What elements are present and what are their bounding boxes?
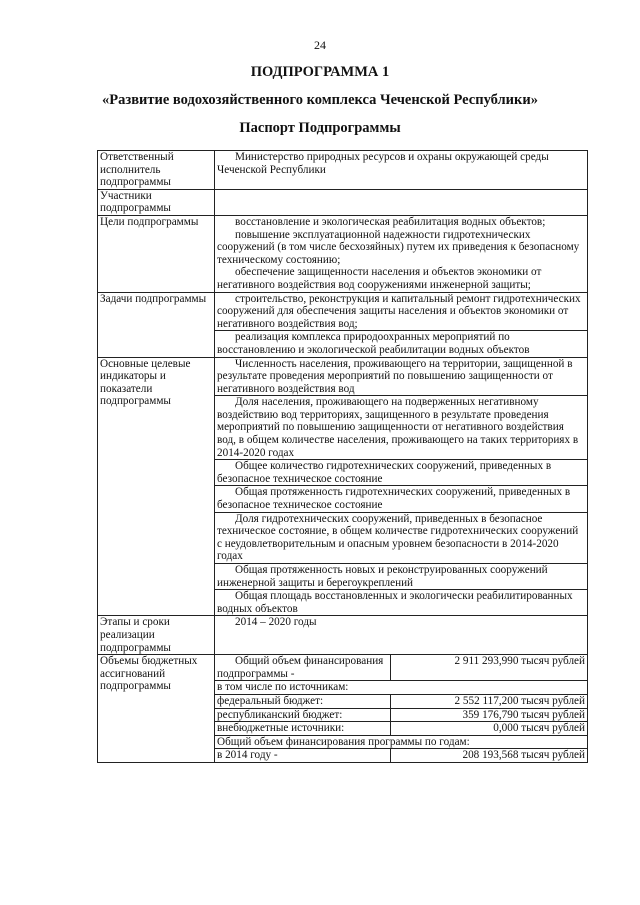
label-responsible: Ответственный исполнитель подпрограммы	[98, 151, 215, 190]
task-item: строительство, реконструкция и капитальный ремонт гидротехнических сооружений для обеспечения защиты населения и объектов экономики от негативного воздействия вод;	[215, 293, 587, 332]
value-tasks	[215, 292, 588, 357]
passport-table	[97, 150, 588, 763]
indicator-item: Доля гидротехнических сооружений, приведенных в безопасное техническое состояние, в общем количестве гидротехнических сооружений с неудовлетворительным и опасным уровнем безопасности в 2014-2020 годах	[215, 513, 587, 564]
label-stages: Этапы и сроки реализации подпрограммы	[98, 616, 215, 655]
funding-year-value: 208 193,568 тысяч рублей	[390, 749, 587, 762]
funding-by-year-row	[215, 735, 587, 749]
funding-source-row	[215, 722, 587, 736]
funding-source-name: федеральный бюджет:	[215, 694, 390, 708]
value-responsible: Министерство природных ресурсов и охраны окружающей среды Чеченской Республики	[215, 151, 588, 190]
task-item: реализация комплекса природоохранных мероприятий по восстановлению и экологической реабилитации водных объектов	[217, 331, 530, 356]
row-participants	[98, 189, 588, 215]
funding-source-name: республиканский бюджет:	[215, 708, 390, 722]
indicator-item: Общее количество гидротехнических сооружений, приведенных в безопасное техническое состояние	[215, 460, 587, 486]
document-title: ПОДПРОГРАММА 1	[250, 64, 390, 80]
funding-source-row	[215, 694, 587, 708]
value-participants	[215, 189, 588, 215]
goal-item: восстановление и экологическая реабилитация водных объектов;	[235, 215, 546, 228]
funding-sources-label: в том числе по источникам:	[215, 681, 587, 695]
row-indicators	[98, 357, 588, 616]
row-goals	[98, 215, 588, 292]
funding-source-value: 2 552 117,200 тысяч рублей	[390, 694, 587, 708]
label-participants: Участники подпрограммы	[98, 189, 215, 215]
indicator-item: Доля населения, проживающего на подверженных негативному воздействию вод территориях, защищенного в результате проведения мероприятий по повышению защищенности от негативного воздействия вод, в общем количестве населения, проживающего на таких территориях в 2014-2020 годах	[215, 396, 587, 460]
label-tasks: Задачи подпрограммы	[98, 292, 215, 357]
label-indicators: Основные целевые индикаторы и показатели подпрограммы	[98, 357, 215, 616]
goal-item: обеспечение защищенности населения и объектов экономики от негативного воздействия вод сооружениями инженерной защиты;	[217, 266, 542, 291]
indicator-item: Общая площадь восстановленных и экологически реабилитированных водных объектов	[217, 590, 573, 615]
funding-sources-row	[215, 681, 587, 695]
document-subtitle: «Развитие водохозяйственного комплекса Чеченской Республики»	[102, 92, 538, 108]
value-indicators	[215, 357, 588, 616]
funding-table	[215, 655, 587, 762]
value-funding	[215, 655, 588, 763]
goal-item: повышение эксплуатационной надежности гидротехнических сооружений (в том числе бесхозяйных) путем их приведения к безопасному техническому состоянию;	[217, 228, 580, 266]
funding-source-value: 359 176,790 тысяч рублей	[390, 708, 587, 722]
row-stages	[98, 616, 588, 655]
row-responsible	[98, 151, 588, 190]
indicator-item: Общая протяженность гидротехнических сооружений, приведенных в безопасное техническое состояние	[215, 486, 587, 512]
funding-source-row	[215, 708, 587, 722]
page-number: 24	[314, 38, 326, 52]
funding-total-value: 2 911 293,990 тысяч рублей	[390, 655, 587, 681]
funding-total-row	[215, 655, 587, 681]
row-funding	[98, 655, 588, 763]
funding-year-row	[215, 749, 587, 762]
indicator-item: Численность населения, проживающего на территории, защищенной в результате проведения мероприятий по повышению защищенности от негативного воздействия вод	[215, 358, 587, 397]
label-goals: Цели подпрограммы	[98, 215, 215, 292]
label-funding: Объемы бюджетных ассигнований подпрограммы	[98, 655, 215, 763]
value-goals	[215, 215, 588, 292]
funding-by-year-label: Общий объем финансирования программы по годам:	[215, 735, 587, 749]
row-tasks	[98, 292, 588, 357]
section-heading: Паспорт Подпрограммы	[239, 120, 401, 136]
value-stages: 2014 – 2020 годы	[215, 616, 588, 655]
funding-source-value: 0,000 тысяч рублей	[390, 722, 587, 736]
funding-year-name: в 2014 году -	[215, 749, 390, 762]
indicator-item: Общая протяженность новых и реконструированных сооружений инженерной защиты и берегоукреплений	[215, 564, 587, 590]
funding-source-name: внебюджетные источники:	[215, 722, 390, 736]
funding-total-label: Общий объем финансирования подпрограммы -	[215, 655, 390, 681]
